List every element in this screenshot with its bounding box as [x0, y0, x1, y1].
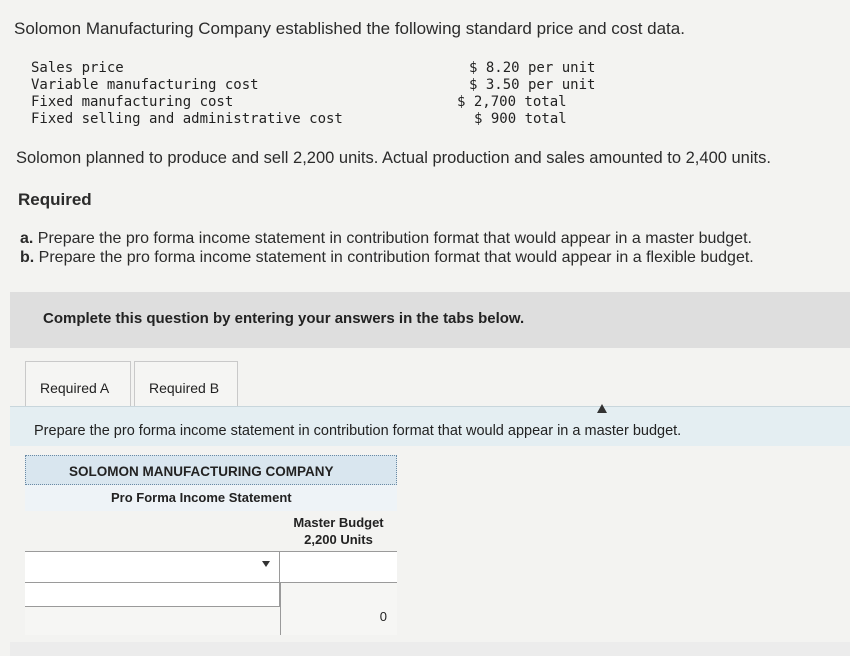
statement-row — [25, 583, 397, 635]
required-letter: b. — [20, 249, 35, 266]
column-header-line1: Master Budget — [293, 515, 384, 530]
data-row — [31, 111, 631, 128]
data-label: Fixed manufacturing cost — [31, 94, 234, 110]
required-heading: Required — [18, 190, 92, 209]
tab-label: Required A — [40, 380, 110, 396]
statement-company-header — [25, 455, 397, 485]
statement-title: Pro Forma Income Statement — [111, 490, 292, 505]
data-label: Variable manufacturing cost — [31, 77, 259, 93]
amount-value: 0 — [379, 609, 387, 624]
company-name: SOLOMON MANUFACTURING COMPANY — [69, 464, 334, 479]
page-bottom-edge — [10, 642, 850, 656]
data-label: Fixed selling and administrative cost — [31, 111, 343, 127]
statement-row — [25, 551, 397, 583]
tab-instruction-strip — [10, 406, 850, 446]
data-row — [31, 60, 631, 77]
standard-data-table — [31, 60, 631, 128]
tab-label: Required B — [149, 380, 220, 396]
required-text: Prepare the pro forma income statement in contribution format that would appear in a master budget. — [37, 230, 752, 247]
data-row — [31, 77, 631, 94]
data-value: $ 8.20 per unit — [469, 60, 596, 76]
line-item-select[interactable] — [25, 583, 280, 607]
amount-cell — [280, 583, 397, 635]
income-statement — [25, 455, 397, 635]
required-letter: a. — [20, 230, 34, 247]
chevron-down-icon[interactable] — [262, 561, 270, 567]
data-value: $ 2,700 total — [457, 94, 567, 110]
required-list — [20, 229, 754, 267]
tab-instruction: Prepare the pro forma income statement in contribution format that would appear in a master budget. — [34, 423, 682, 439]
banner-text: Complete this question by entering your answers in the tabs below. — [43, 310, 525, 327]
required-item-a — [20, 229, 754, 248]
required-text: Prepare the pro forma income statement in contribution format that would appear in a flexible budget. — [38, 249, 754, 266]
mouse-cursor-icon — [597, 404, 607, 413]
data-row — [31, 94, 631, 111]
data-value: $ 3.50 per unit — [469, 77, 596, 93]
line-item-select[interactable] — [25, 552, 280, 582]
column-header-line2: 2,200 Units — [304, 532, 373, 547]
instruction-banner — [10, 292, 850, 348]
amount-input[interactable] — [280, 552, 397, 582]
plan-text: Solomon planned to produce and sell 2,200 units. Actual production and sales amounted to 2,400 units. — [16, 149, 771, 167]
column-header — [280, 511, 397, 551]
intro-text: Solomon Manufacturing Company established the following standard price and cost data. — [14, 19, 685, 38]
data-label: Sales price — [31, 60, 124, 76]
tab-required-a[interactable] — [25, 361, 131, 407]
required-item-b — [20, 248, 754, 267]
statement-title-header — [25, 485, 397, 511]
data-value: $ 900 total — [474, 111, 567, 127]
tab-required-b[interactable] — [134, 361, 238, 411]
